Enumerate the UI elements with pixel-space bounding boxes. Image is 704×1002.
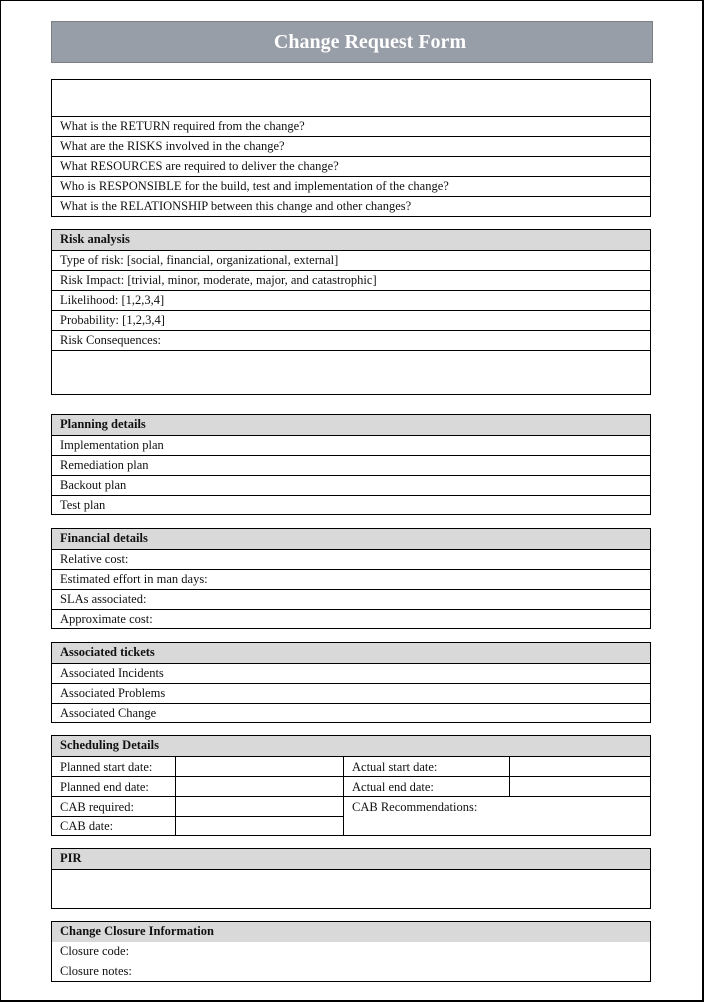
remediation-plan-field[interactable]: Remediation plan bbox=[52, 455, 650, 475]
backout-plan-field[interactable]: Backout plan bbox=[52, 475, 650, 495]
planned-end-date-label: Planned end date: bbox=[60, 780, 149, 794]
implementation-plan-field[interactable]: Implementation plan bbox=[52, 435, 650, 455]
financial-details-section bbox=[51, 528, 651, 629]
form-title: Change Request Form bbox=[273, 30, 467, 53]
cab-recommendations-label: CAB Recommendations: bbox=[352, 800, 478, 814]
pir-header: PIR bbox=[52, 849, 650, 869]
description-field[interactable] bbox=[52, 80, 650, 116]
actual-end-date-label: Actual end date: bbox=[352, 780, 434, 794]
financial-details-header: Financial details bbox=[52, 529, 650, 549]
associated-tickets-header: Associated tickets bbox=[52, 643, 650, 663]
scheduling-details-header: Scheduling Details bbox=[52, 736, 650, 756]
pir-section bbox=[51, 848, 651, 909]
change-closure-section bbox=[51, 921, 651, 982]
actual-end-date-input[interactable] bbox=[510, 777, 650, 796]
cab-recommendations-input[interactable] bbox=[344, 814, 650, 835]
question-resources[interactable]: What RESOURCES are required to deliver the change? bbox=[52, 156, 650, 176]
actual-start-date-label: Actual start date: bbox=[352, 760, 438, 774]
change-closure-header: Change Closure Information bbox=[52, 922, 650, 942]
approximate-cost-field[interactable]: Approximate cost: bbox=[52, 609, 650, 629]
question-relationship[interactable]: What is the RELATIONSHIP between this change and other changes? bbox=[52, 196, 650, 216]
actual-start-date-input[interactable] bbox=[510, 757, 650, 776]
cab-date-input[interactable] bbox=[176, 817, 343, 835]
cab-required-label: CAB required: bbox=[60, 800, 134, 814]
planning-details-section bbox=[51, 414, 651, 515]
risk-analysis-section bbox=[51, 229, 651, 395]
associated-problems-field[interactable]: Associated Problems bbox=[52, 683, 650, 703]
risk-impact-field[interactable]: Risk Impact: [trivial, minor, moderate, major, and catastrophic] bbox=[52, 270, 650, 290]
closure-code-field[interactable]: Closure code: bbox=[60, 944, 130, 958]
relative-cost-field[interactable]: Relative cost: bbox=[52, 549, 650, 569]
cab-required-input[interactable] bbox=[176, 797, 343, 816]
risk-consequences-field[interactable] bbox=[52, 350, 650, 394]
intro-section bbox=[51, 79, 651, 217]
form-title-bar bbox=[51, 21, 653, 63]
planned-start-date-input[interactable] bbox=[176, 757, 343, 776]
planning-details-header: Planning details bbox=[52, 415, 650, 435]
planned-end-date-input[interactable] bbox=[176, 777, 343, 796]
risk-analysis-header: Risk analysis bbox=[52, 230, 650, 250]
risk-consequences-label: Risk Consequences: bbox=[52, 330, 650, 350]
question-responsible[interactable]: Who is RESPONSIBLE for the build, test and implementation of the change? bbox=[52, 176, 650, 196]
question-return[interactable]: What is the RETURN required from the change? bbox=[52, 116, 650, 136]
slas-associated-field[interactable]: SLAs associated: bbox=[52, 589, 650, 609]
planned-start-date-label: Planned start date: bbox=[60, 760, 153, 774]
cab-date-label: CAB date: bbox=[60, 819, 114, 833]
associated-tickets-section bbox=[51, 642, 651, 723]
probability-field[interactable]: Probability: [1,2,3,4] bbox=[52, 310, 650, 330]
scheduling-details-section bbox=[51, 735, 651, 836]
associated-incidents-field[interactable]: Associated Incidents bbox=[52, 663, 650, 683]
pir-field[interactable] bbox=[52, 869, 650, 908]
question-risks[interactable]: What are the RISKS involved in the change? bbox=[52, 136, 650, 156]
risk-type-field[interactable]: Type of risk: [social, financial, organizational, external] bbox=[52, 250, 650, 270]
associated-change-field[interactable]: Associated Change bbox=[52, 703, 650, 723]
likelihood-field[interactable]: Likelihood: [1,2,3,4] bbox=[52, 290, 650, 310]
test-plan-field[interactable]: Test plan bbox=[52, 495, 650, 515]
closure-notes-field[interactable]: Closure notes: bbox=[60, 963, 132, 978]
estimated-effort-field[interactable]: Estimated effort in man days: bbox=[52, 569, 650, 589]
